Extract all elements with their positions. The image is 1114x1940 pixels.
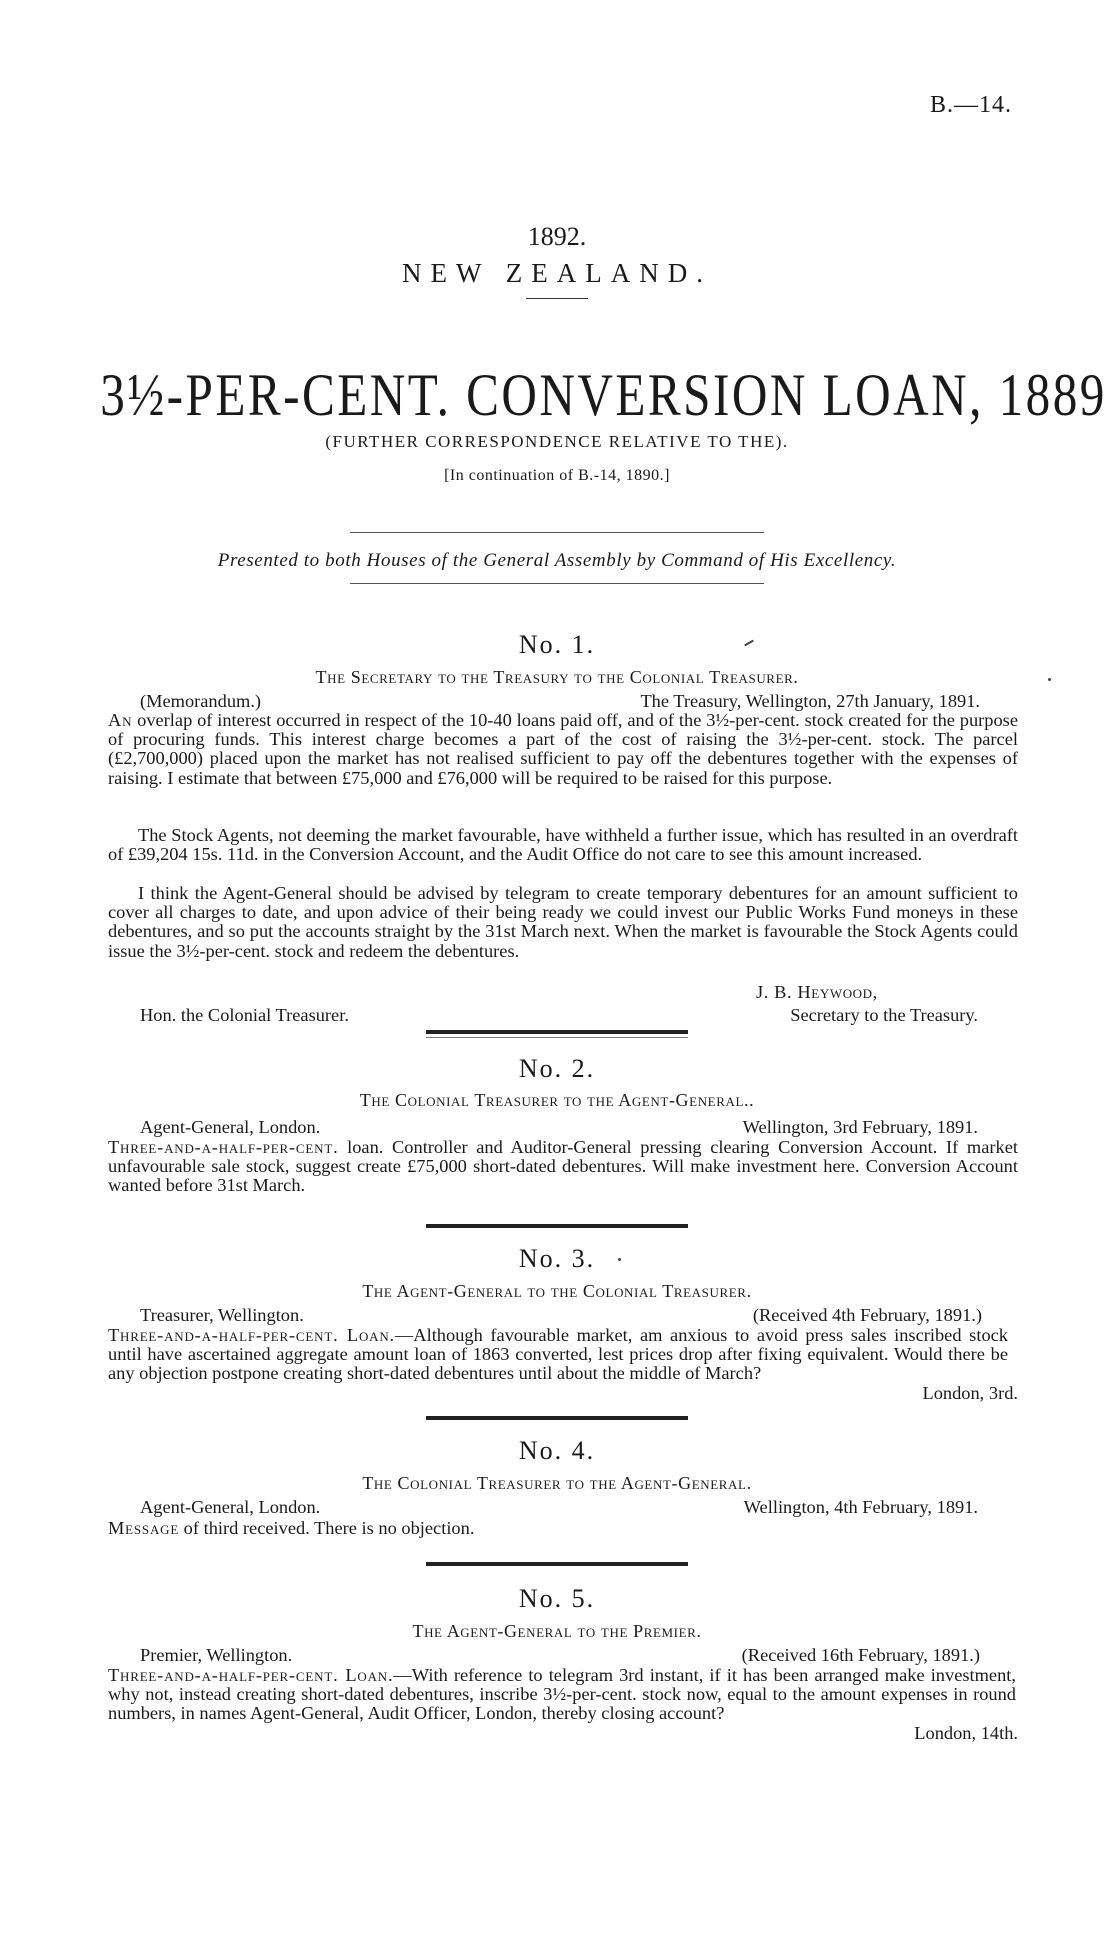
paragraph-text: loan. Controller and Auditor-General pressing clearing Conversion Account. If market unfavourable sale stock, suggest create £75,000 short-dated debentures. Will make investment here. Conversion Account wanted before 31st March. — [108, 1137, 1018, 1196]
telegram-recipient: Agent-General, London. — [140, 1497, 321, 1517]
received-date: (Received 16th February, 1891.) — [741, 1645, 980, 1665]
paragraph-lead: Three-and-a-half-per-cent. Loan. — [108, 1665, 394, 1685]
section-heading: The Secretary to the Treasury to the Colonial Treasurer. — [315, 667, 799, 687]
signature-name: J. B. Heywood, — [756, 982, 878, 1002]
top-rule — [350, 532, 764, 533]
paragraph-text: The Stock Agents, not deeming the market favourable, have withheld a further issue, which has resulted in an overdraft of £39,204 15s. 11d. in the Conversion Account, and the Audit Office do not care to see this amount increased. — [108, 825, 1018, 865]
document-subtitle: (FURTHER CORRESPONDENCE RELATIVE TO THE). — [325, 432, 789, 451]
document-reference: B.—14. — [929, 92, 1012, 118]
section-number: No. 1. — [518, 630, 596, 659]
section-heading: The Agent-General to the Colonial Treasurer. — [362, 1281, 752, 1301]
paragraph — [108, 1666, 1016, 1724]
presented-line: Presented to both Houses of the General Assembly by Command of His Excellency. — [217, 550, 897, 571]
telegram-place: London, 3rd. — [922, 1383, 1018, 1403]
section-heading: The Colonial Treasurer to the Agent-General. — [362, 1473, 752, 1493]
telegram-origin: Wellington, 4th February, 1891. — [743, 1497, 978, 1517]
memo-origin: The Treasury, Wellington, 27th January, 1891. — [640, 691, 980, 711]
paragraph — [108, 1326, 1008, 1384]
section-number: No. 5. — [518, 1584, 596, 1613]
telegram-recipient: Treasurer, Wellington. — [140, 1305, 304, 1325]
section-separator — [426, 1416, 688, 1420]
received-date: (Received 4th February, 1891.) — [752, 1305, 982, 1325]
stray-dot — [1048, 678, 1051, 681]
telegram-recipient: Premier, Wellington. — [140, 1645, 293, 1665]
country: NEW ZEALAND. — [402, 258, 712, 288]
continuation-note: [In continuation of B.-14, 1890.] — [444, 467, 670, 484]
section-number: No. 2. — [518, 1054, 596, 1083]
document-title: 3½-PER-CENT. CONVERSION LOAN, 1889 — [100, 362, 1107, 428]
section-number: No. 4. — [518, 1436, 596, 1465]
year: 1892. — [527, 222, 587, 251]
section-number: No. 3. — [518, 1244, 596, 1273]
paragraph — [108, 1138, 1018, 1196]
paragraph-text: overlap of interest occurred in respect of the 10-40 loans paid off, and of the 3½-per-cent. stock created for the purpose of procuring funds. This interest charge becomes a part of the cost of raising the 3½-per-cent. stock. The parcel (£2,700,000) placed upon the market has not realised sufficient to pay off the debentures together with the expenses of raising. I estimate that between £75,000 and £76,000 will be required to be raised for this purpose. — [108, 710, 1018, 788]
country-underline — [526, 298, 588, 299]
section-separator — [426, 1562, 688, 1566]
paragraph — [108, 711, 1018, 788]
section-separator — [426, 1037, 688, 1038]
paragraph-text: of third received. There is no objection. — [179, 1518, 475, 1538]
section-heading: The Colonial Treasurer to the Agent-General.. — [359, 1090, 755, 1110]
paragraph-text: —With reference to telegram 3rd instant, if it has been arranged make investment, why not, instead creating short-dated debentures, inscribe 3½-per-cent. stock now, equal to the amount expenses in round numbers, in names Agent-General, Audit Officer, London, thereby closing account? — [108, 1665, 1016, 1724]
signature-title: Secretary to the Treasury. — [790, 1005, 978, 1025]
section-separator — [426, 1030, 688, 1034]
addressee: Hon. the Colonial Treasurer. — [140, 1005, 349, 1025]
memo-label: (Memorandum.) — [140, 691, 262, 711]
telegram-origin: Wellington, 3rd February, 1891. — [742, 1117, 978, 1137]
section-separator — [426, 1224, 688, 1228]
bottom-rule — [350, 583, 764, 584]
paragraph-lead: Three-and-a-half-per-cent. — [108, 1137, 339, 1157]
section-heading: The Agent-General to the Premier. — [412, 1621, 702, 1641]
paragraph-text: —Although favourable market, am anxious to avoid press sales inscribed stock until have ascertained aggregate amount loan of 1863 converted, lest prices drop after fixing equivalent. Would there be any objection postpone creating short-dated debentures until about the middle of March? — [108, 1325, 1008, 1384]
paragraph-lead: Three-and-a-half-per-cent. Loan. — [108, 1325, 395, 1345]
paragraph-lead: An — [108, 710, 133, 730]
telegram-recipient: Agent-General, London. — [140, 1117, 321, 1137]
paragraph-text: I think the Agent-General should be advised by telegram to create temporary debentures for an amount sufficient to cover all charges to date, and upon advice of their being ready we could invest our Public Works Fund moneys in these debentures, and so put the accounts straight by the 31st March next. When the market is favourable the Stock Agents could issue the 3½-per-cent. stock and redeem the debentures. — [108, 883, 1018, 961]
paragraph — [108, 1518, 474, 1538]
stray-dot — [618, 1258, 621, 1261]
telegram-place: London, 14th. — [914, 1723, 1018, 1743]
paragraph-lead: Message — [108, 1518, 180, 1538]
paragraph — [108, 884, 1018, 961]
paragraph — [108, 826, 1018, 864]
